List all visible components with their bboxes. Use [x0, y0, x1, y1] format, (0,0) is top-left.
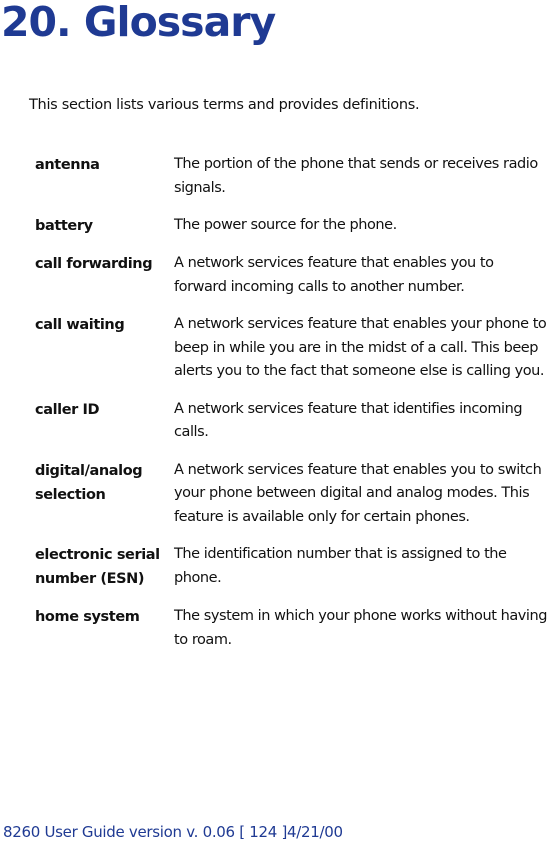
page-footer: 8260 User Guide version v. 0.06 [ 124 ]4/21/00: [3, 823, 343, 841]
glossary-definition: The system in which your phone works without having to roam.: [174, 608, 547, 648]
glossary-list: [35, 153, 549, 666]
glossary-definition: A network services feature that enables you to forward incoming calls to another number.: [174, 255, 494, 295]
glossary-definition: A network services feature that enables you to switch your phone between digital and analog modes. This feature is available only for certain phones.: [174, 461, 542, 525]
glossary-term: digital/analog selection: [35, 462, 143, 503]
glossary-term: call forwarding: [35, 256, 153, 272]
glossary-definition: The portion of the phone that sends or receives radio signals.: [174, 156, 538, 196]
glossary-entry-call-forwarding: [35, 252, 549, 299]
glossary-definition: The power source for the phone.: [174, 217, 397, 233]
glossary-entry-antenna: [35, 153, 549, 200]
chapter-title: 20. Glossary: [1, 0, 276, 46]
glossary-term: home system: [35, 609, 140, 625]
glossary-term: call waiting: [35, 317, 125, 333]
intro-text: This section lists various terms and provides definitions.: [29, 97, 420, 113]
glossary-term: caller ID: [35, 401, 100, 418]
glossary-entry-digital-analog-selection: [35, 459, 549, 530]
glossary-definition: A network services feature that identifies incoming calls.: [174, 400, 523, 440]
glossary-entry-esn: [35, 543, 549, 591]
glossary-entry-battery: [35, 214, 549, 238]
glossary-entry-caller-id: [35, 398, 549, 445]
glossary-term: battery: [35, 218, 93, 234]
glossary-entry-home-system: [35, 605, 549, 652]
glossary-entry-call-waiting: [35, 313, 549, 384]
glossary-term: antenna: [35, 157, 100, 173]
glossary-term: electronic serial number (ESN): [35, 547, 160, 587]
glossary-definition: The identification number that is assigned to the phone.: [174, 546, 507, 586]
glossary-definition: A network services feature that enables your phone to beep in while you are in the midst of a call. This beep alerts you to the fact that someone else is calling you.: [174, 316, 547, 379]
